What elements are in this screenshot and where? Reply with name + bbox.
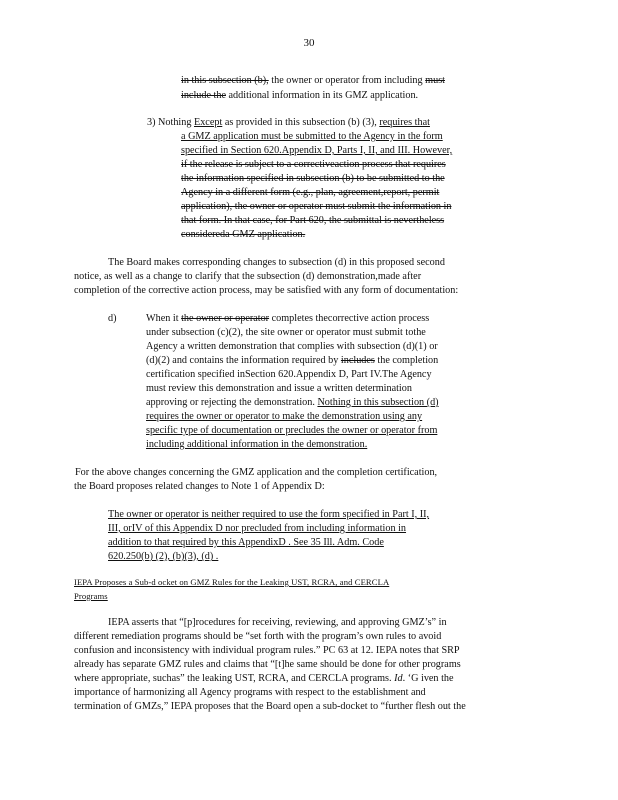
para3-line-5 [74, 672, 454, 685]
block1-line-1 [181, 74, 445, 87]
strike-text: in this subsection (b), [181, 75, 269, 86]
note-line-4: 620.250(b) (2), (b)(3), (d) . [108, 551, 219, 562]
section-heading-line-1: IEPA Proposes a Sub-d ocket on GMZ Rules for the Leaking UST, RCRA, and CERCLA [74, 577, 390, 587]
para3-line-7: termination of GMZs,” IEPA proposes that the Board open a sub-docket to “further flesh out the [74, 701, 466, 712]
item-d-line-10: including additional information in the demonstration. [146, 439, 368, 450]
item-d-line-4 [146, 354, 438, 367]
item3-line-7: application), the owner or operator must submit the information in [181, 201, 452, 212]
text: (d)(2) and contains the information required by [146, 355, 341, 366]
para3-line-1: IEPA asserts that “[p]rocedures for receiving, reviewing, and approving GMZ’s” in [108, 617, 447, 628]
item-d-line-5: certification specified inSection 620.Appendix D, Part IV.The Agency [146, 369, 432, 380]
page-number: 30 [303, 37, 315, 49]
text: completes thecorrective action process [269, 313, 430, 324]
text: additional information in its GMZ application. [225, 90, 419, 101]
strike-text: include the [181, 90, 226, 101]
item3-line-3: specified in Section 620.Appendix D, Parts I, II, and III. However, [181, 145, 453, 156]
item-d-line-1 [146, 312, 429, 325]
item3-line-6: Agency in a different form (e.g., plan, agreement,report, permit [181, 187, 440, 198]
item-d-label: d) [108, 313, 117, 324]
item-d-line-2: under subsection (c)(2), the site owner or operator must submit tothe [146, 327, 426, 338]
note-line-2: III, orIV of this Appendix D nor precluded from including information in [108, 523, 407, 534]
text: When it [146, 313, 182, 324]
text: where appropriate, suchas” the leaking UST, RCRA, and CERCLA programs. [74, 673, 395, 684]
text: as provided in this subsection (b) (3), [222, 117, 380, 128]
note-line-1: The owner or operator is neither required to use the form specified in Part I, II, [108, 509, 430, 520]
strike-text: must [425, 75, 445, 86]
block1-line-2 [181, 89, 418, 102]
text: . ‘G iven the [402, 673, 454, 684]
item-d-line-7 [146, 396, 439, 409]
item3-line-9: considereda GMZ application. [181, 229, 306, 240]
underlined-text: requires that [379, 117, 430, 128]
para3-line-3: confusion and inconsistency with individual program rules.” PC 63 at 12. IEPA notes that SRP [74, 645, 460, 656]
para2-line-2: the Board proposes related changes to Note 1 of Appendix D: [74, 481, 325, 492]
citation-id: Id [394, 673, 403, 684]
text: the completion [374, 355, 439, 366]
item3-line-8: that form. In that case, for Part 620, the submittal is nevertheless [181, 215, 445, 226]
text: approving or rejecting the demonstration. [146, 397, 318, 408]
strike-text: the owner or operator [181, 313, 270, 324]
item3-line-1 [147, 116, 430, 129]
text: the owner or operator from including [268, 75, 426, 86]
para3-line-4: already has separate GMZ rules and claims that “[t]he same should be done for other programs [74, 659, 461, 670]
underlined-text: Except [193, 117, 223, 128]
item3-line-2: a GMZ application must be submitted to the Agency in the form [181, 131, 443, 142]
para3-line-2: different remediation programs should be “set forth with the program’s own rules to avoid [74, 631, 442, 642]
strike-text: includes [340, 355, 375, 366]
item-d-line-6: must review this demonstration and issue a written determination [146, 383, 412, 394]
item-d-line-3: Agency a written demonstration that complies with subsection (d)(1) or [146, 341, 438, 352]
note-line-3: addition to that required by this AppendixD . See 35 Ill. Adm. Code [108, 537, 384, 548]
item3-line-4: if the release is subject to a correctiveaction process that requires [181, 159, 446, 170]
item3-line-5: the information specified in subsection (b) to be submitted to the [181, 173, 445, 184]
item-d-line-9: specific type of documentation or precludes the owner or operator from [146, 425, 438, 436]
para1-line-3: completion of the corrective action process, may be satisfied with any form of documentation: [74, 285, 459, 296]
para1-line-2: notice, as well as a change to clarify that the subsection (d) demonstration,made after [74, 271, 422, 282]
underlined-text: Nothing in this subsection (d) [317, 397, 439, 408]
para3-line-6: importance of harmonizing all Agency programs with respect to the establishment and [74, 687, 426, 698]
para1-line-1: The Board makes corresponding changes to subsection (d) in this proposed second [108, 257, 445, 268]
item-d-line-8: requires the owner or operator to make the demonstration using any [146, 411, 423, 422]
text: 3) Nothing [147, 117, 194, 128]
para2-line-1: For the above changes concerning the GMZ application and the completion certification, [75, 467, 438, 478]
section-heading-line-2: Programs [74, 591, 108, 601]
